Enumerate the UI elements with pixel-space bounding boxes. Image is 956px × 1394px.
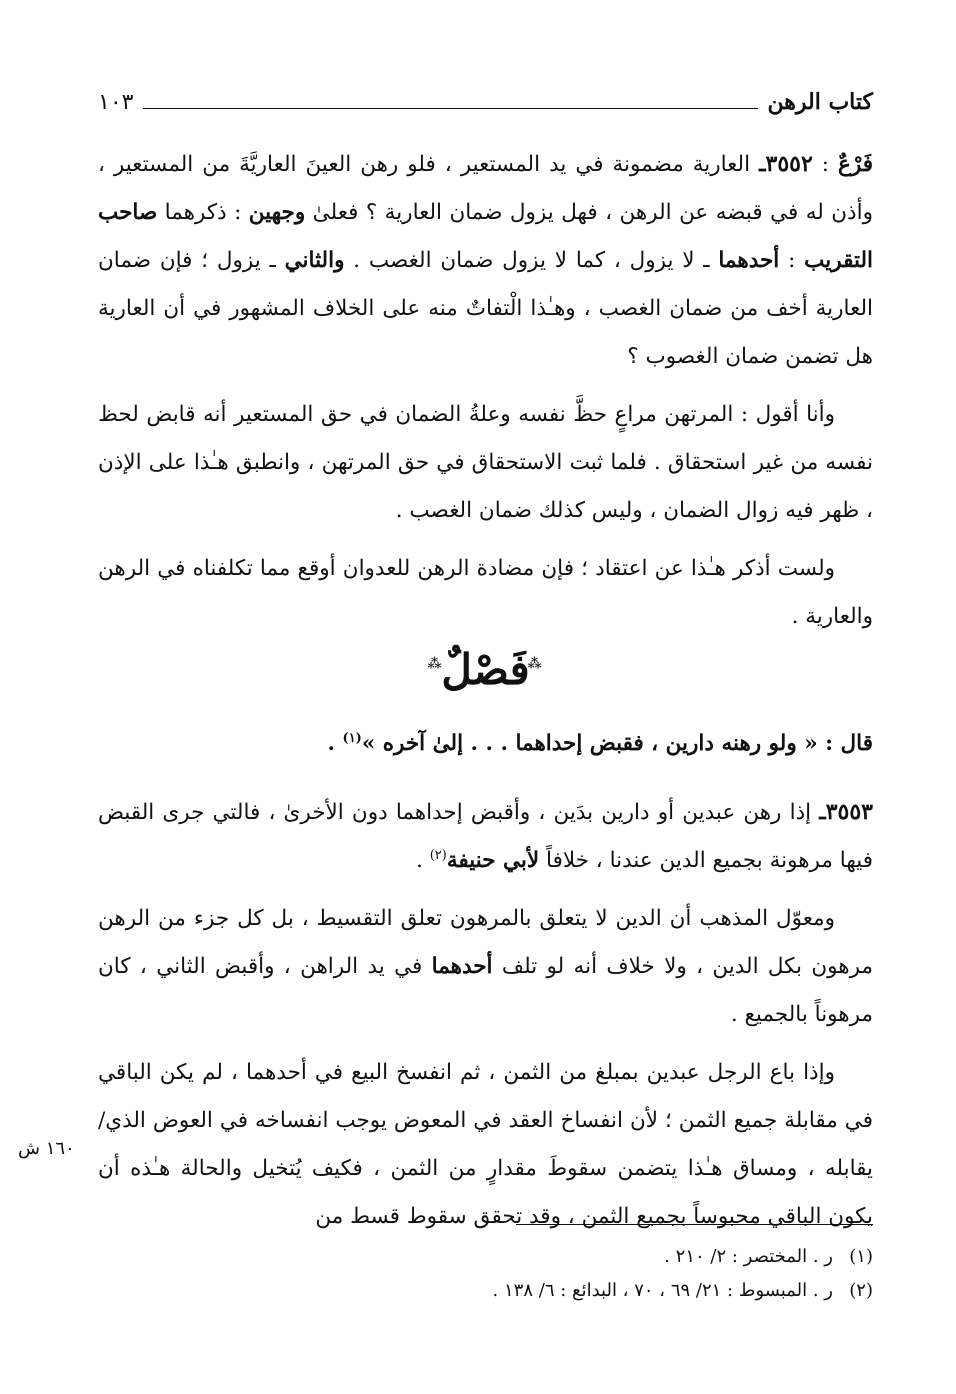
paragraph-far-3552 <box>98 140 873 381</box>
footnote <box>98 1274 873 1308</box>
masala-number: ٣٥٥٢ـ <box>759 151 813 177</box>
footnote-ref: (١) <box>342 730 362 746</box>
footnote-ref: (٢) <box>429 847 447 863</box>
author-name: صاحب التقريب <box>98 200 873 273</box>
manuscript-folio-note: ١٦٠ ش <box>18 1138 75 1159</box>
footnote-rule <box>516 1224 873 1225</box>
qala-suffix: . <box>327 731 343 756</box>
qala-text: قال : « ولو رهنه دارين ، فقبض إحداهما . . . إلىٰ آخره » <box>361 731 873 756</box>
running-header <box>98 82 873 122</box>
main-text-top <box>98 140 873 651</box>
emphasis-text: أحدهما <box>431 954 493 979</box>
emphasis-text: والثاني <box>284 248 345 273</box>
masala-number: ٣٥٥٣ـ <box>819 799 873 825</box>
paragraph-ana-aqul: وأنا أقول : المرتهن مراعٍ حظَّ نفسه وعلةُ الضمان في حق المستعير أنه قابض لحظ نفسه من غير استحقاق . فلما ثبت الاستحقاق في حق المرتهن ، وانطبق هـٰذا على الإذن ، ظهر فيه زوال الضمان ، وليس كذلك ضمان الغصب . <box>98 402 873 523</box>
footnote-number: (٢) <box>849 1280 873 1301</box>
page-number: ١٠٣ <box>98 89 134 115</box>
paragraph-3553 <box>98 788 873 885</box>
footnote-text: ر . المبسوط : ٢١/ ٦٩ ، ٧٠ ، البدائع : ٦/ ١٣٨ . <box>492 1280 833 1301</box>
qala-statement <box>98 720 873 768</box>
paragraph-text: : <box>779 248 805 273</box>
fasl-ornament: ⁂ فَصْلٌ ⁂ <box>435 640 535 700</box>
footnote-text: ر . المختصر : ٢/ ٢١٠ . <box>664 1246 833 1267</box>
main-text-bottom <box>98 720 873 1251</box>
far-colon: : <box>812 152 839 177</box>
emphasis-text: أحدهما <box>718 248 780 273</box>
footnote <box>98 1240 873 1274</box>
paragraph-text: : ذكرهما <box>157 200 249 225</box>
paragraph-text: في يد الراهن ، وأقبض الثاني ، كان مرهوناً بالجميع . <box>98 954 873 1027</box>
paragraph-text: . <box>416 848 430 873</box>
paragraph-text: ـ لا يزول ، كما لا يزول ضمان الغصب . <box>344 248 719 273</box>
paragraph-text: ومعوّل المذهب أن الدين لا يتعلق بالمرهون تعلق التقسيط ، بل كل جزء من الرهن مرهون بكل الدين ، ولا خلاف أنه لو تلف <box>98 906 873 979</box>
section-heading <box>98 640 873 700</box>
paragraph-text: إذا رهن عبدين أو دارين بدَين ، وأقبض إحداهما دون الأخرىٰ ، فالتي جرى القبض فيها مرهونة بجميع الدين عندنا ، خلافاً <box>98 800 873 873</box>
footnote-number: (١) <box>849 1246 873 1267</box>
paragraph-text: العارية مضمونة في يد المستعير ، فلو رهن العينَ العاريَّةَ من المستعير ، وأذن له في قبضه عن الرهن ، فهل يزول ضمان العارية ؟ فعلىٰ <box>98 152 873 225</box>
book-title: كتاب الرهن <box>767 89 873 115</box>
paragraph-idha-baa: وإذا باع الرجل عبدين بمبلغ من الثمن ، ثم انفسخ البيع في أحدهما ، لم يكن الباقي في مقابلة جميع الثمن ؛ لأن انفساخ العقد في المعوض يوجب انفساخه في العوض الذي/ يقابله ، ومساق هـٰذا يتضمن سقوطَ مقدارٍ من الثمن ، فكيف يُتخيل والحالة هـٰذه أن يكون الباقي محبوساً بجميع الثمن ، وقد تحقق سقوط قسط من <box>98 1060 873 1229</box>
header-rule <box>143 108 757 109</box>
paragraph-text: ـ يزول ؛ فإن ضمان العارية أخف من ضمان الغصب ، وهـٰذا الْتفاتٌ منه على الخلاف المشهور في أن العارية هل تضمن ضمان الغصوب ؟ <box>98 248 873 369</box>
emphasis-text: لأبي حنيفة <box>446 848 540 873</box>
paragraph-muawwal <box>98 895 873 1039</box>
footnotes <box>98 1240 873 1308</box>
far-label: فَرْعٌ <box>838 152 873 177</box>
emphasis-text: وجهين <box>248 200 306 225</box>
paragraph-lastu-adhkur: ولست أذكر هـٰذا عن اعتقاد ؛ فإن مضادة الرهن للعدوان أوقع مما تكلفناه في الرهن والعارية . <box>98 556 873 629</box>
